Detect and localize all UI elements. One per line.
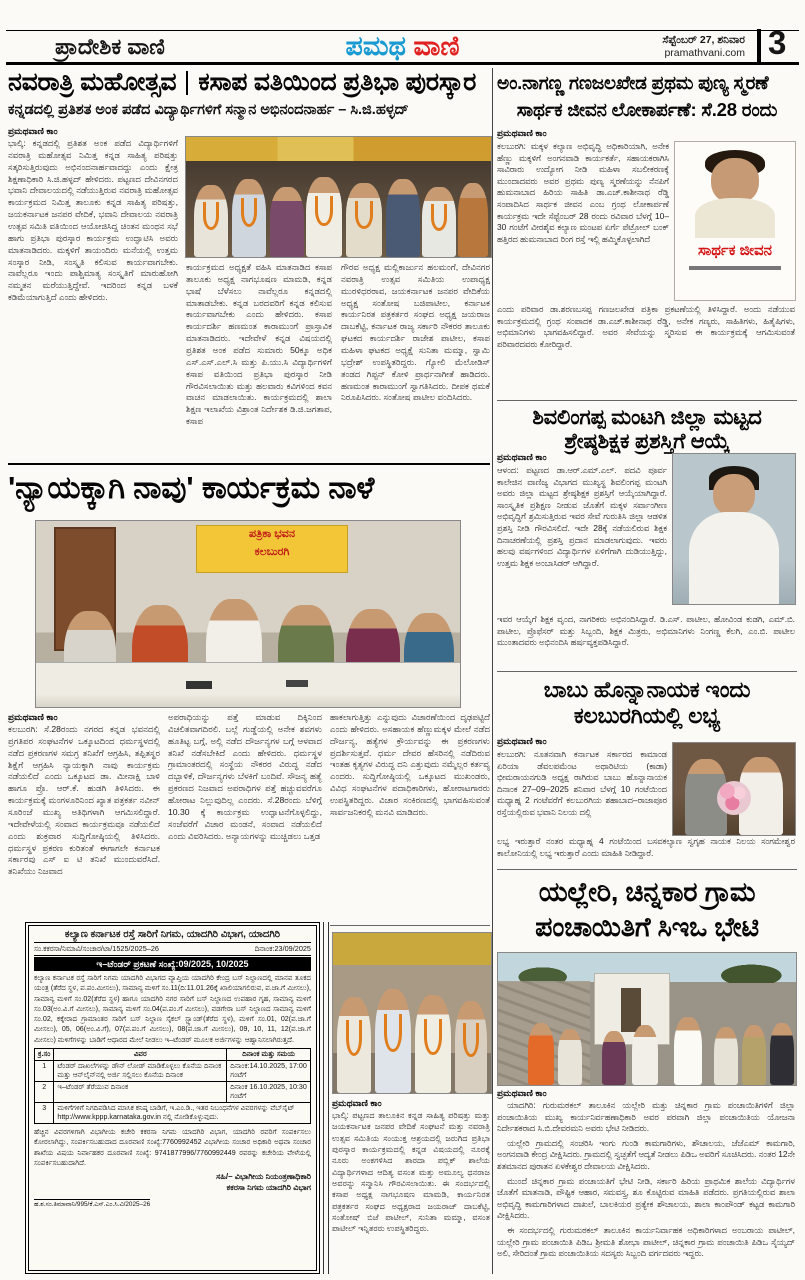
notice-intro-text: ಕಲ್ಯಾಣ ಕರ್ನಾಟಕ ರಸ್ತೆ ಸಾರಿಗೆ ನಿಗಮ ಯಾದಗಿರಿ ವಿಭಾಗದ ವ್ಯಾಪ್ತಿಯ ಯಾದಗಿರಿ ಕೇಂದ್ರ ಬಸ್ ನಿಲ್ದಾಣದಲ್ಲಿ ಮಾನವ ತೂಕದ ಯಂತ್ರ (ತೆರೆದ ಸ್ಥಳ, ಪ.ಪಂ.ಮೀಸಲು), ಸಾಮಾನ್ಯ ಮಳಿಗೆ ಸಂ.11(ದಿ:11.01.26ಕ್ಕೆ ಖಾಲಿಯಾಗಲಿರುವ, ಪ.ಜಾ.ಗೆ ಮೀಸಲು), ಸಾಮಾನ್ಯ ಮಳಿಗೆ ಸಂ.02(ತೆರೆದ ಸ್ಥಳ) ಹಾಗೂ ಯಾದಗಿರಿ ನಗರ ಸಾರಿಗೆ ಬಸ್ ನಿಲ್ದಾಣದ ಉಪಹಾರ ಗೃಹ, ಸಾಮಾನ್ಯ ಮಳಿಗೆ ಸಂ.03(ಅಂ.ವಿ.ಗೆ ಮೀಸಲು), ಸಾಮಾನ್ಯ ಮಳಿಗೆ ಸಂ.04(ಪ.ಪಂ.ಗೆ ಮೀಸಲು), ವಡಗೇರಾ ಬಸ್ ನಿಲ್ದಾಣದ ಸಾಮಾನ್ಯ ಮಳಿಗೆ ಸಂ.02, ಕಕ್ಕೇರಾದ ಗ್ರಾಮಾಂತರ ಸಾರಿಗೆ ಬಸ್ ನಿಲ್ದಾಣ ಸೈಕಲ್ ಸ್ಟ್ಯಾಂಡ್(ತೆರೆದ ಸ್ಥಳ), ಮಳಿಗೆ ಸಂ.01, 02(ಪ.ಜಾ.ಗೆ ಮೀಸಲು), 05, 06(ಅಂ.ವಿ.ಗೆ), 07(ಪ.ಪಂ.ಗೆ ಮೀಸಲು), 08(ಪ.ಜಾ.ಗೆ ಮೀಸಲು), 09, 10, 11, 12(ಪ.ಜಾ.ಗೆ ಮೀಸಲು) ಮಳಿಗೆಗಳನ್ನು ಬಾಡಿಗೆ ಆಧಾರದ ಮೇಲೆ ನೀಡಲು ಇ–ಟೆಂಡರ್ ಮೂಲಕ ಅರ್ಜಿಗಳನ್ನು ಆಹ್ವಾನಿಸಲಾಗಿರುತ್ತದೆ. <box>34 974 311 1044</box>
r4-photo <box>497 952 797 1086</box>
r3-headline <box>497 677 797 730</box>
banner-line2: ಕಲಬುರಗಿ <box>254 545 290 558</box>
article2-column3: ಹಾಕಲಾಗುತ್ತಿತ್ತು ಎನ್ನುವುದು ವಿಚಾರಣೆಯಿಂದ ದೃಢಪಟ್ಟಿದೆ ಎಂದು ಹೇಳಿದರು. ಅಸಹಾಯಕ ಹೆಣ್ಣುಮಕ್ಕಳ ಮೇಲೆ ನಡೆದ ದೌರ್ಜನ್ಯ, ಹತ್ಯೆಗಳ ಕ್ರೌರ್ಯವನ್ನು ಈ ಪ್ರಕರಣಗಳು ಪ್ರದರ್ಶಿಸುತ್ತವೆ. ಧರ್ಮ ದೇವರ ಹೆಸರಿನಲ್ಲಿ ನಡೆದಿರುವ ಇಂತಹ ಕೃತ್ಯಗಳ ವಿರುದ್ಧ ದನಿ ಎತ್ತುವುದು ನಮ್ಮೆಲ್ಲರ ಕರ್ತವ್ಯ ಎಂದರು. ಸುದ್ದಿಗೋಷ್ಠಿಯಲ್ಲಿ ಒಕ್ಕೂಟದ ಮುಖಂಡರು, ವಿವಿಧ ಸಂಘಟನೆಗಳ ಪದಾಧಿಕಾರಿಗಳು, ಹೋರಾಟಗಾರರು ಉಪಸ್ಥಿತರಿದ್ದರು. ವಿಚಾರ ಸಂಕಿರಣದಲ್ಲಿ ಭಾಗವಹಿಸುವಂತೆ ಸಾರ್ವಜನಿಕರಲ್ಲಿ ಮನವಿ ಮಾಡಿದರು. <box>330 712 490 817</box>
r3-photo <box>672 742 796 836</box>
mid-article-byline: ಪ್ರಮಥವಾಣಿ ಕಾಂ <box>332 1098 382 1108</box>
article2-column1: ಕಲಬುರಗಿ: ಸೆ.28ರಂದು ನಗರದ ಕನ್ನಡ ಭವನದಲ್ಲಿ ಪ್ರಗತಿಪರ ಸಂಘಟನೆಗಳ ಒಕ್ಕೂಟದಿಂದ ಧರ್ಮಸ್ಥಳದಲ್ಲಿ ನಡೆದ ಪ್ರಕರಣಗಳ ಸಮಗ್ರ ತನಿಖೆಗೆ ಆಗ್ರಹಿಸಿ, ತಪ್ಪಿತಸ್ಥರ ಶಿಕ್ಷೆಗೆ ಆಗ್ರಹಿಸಿ ನ್ಯಾಯಕ್ಕಾಗಿ ನಾವು ಕಾರ್ಯಕ್ರಮ ನಡೆಯಲಿದೆ ಎಂದು ಒಕ್ಕೂಟದ ಡಾ. ಮೀನಾಕ್ಷಿ ಬಾಳಿ ಹಾಗೂ ಪ್ರೊ. ಆರ್.ಕೆ. ಹುಡಗಿ ತಿಳಿಸಿದರು. ಈ ಕಾರ್ಯಕ್ರಮಕ್ಕೆ ಮಂಗಳೂರಿನಿಂದ ಖ್ಯಾತ ಪತ್ರಕರ್ತ ನವೀನ್ ಸೂರಿಂಜೆ ಮುಖ್ಯ ಅತಿಥಿಗಳಾಗಿ ಆಗಮಿಸಲಿದ್ದಾರೆ. ಇದೇವೇಳೆಯಲ್ಲಿ ಸಂವಾದ ಕಾರ್ಯಕ್ರಮವೂ ನಡೆಯಲಿದೆ ಎಂದು ಶುಕ್ರವಾರ ಸುದ್ದಿಗೋಷ್ಠಿಯಲ್ಲಿ ತಿಳಿಸಿದರು. ಧರ್ಮಸ್ಥಳ ಪ್ರಕರಣ ಕುರಿತಂತೆ ಈಗಾಗಲೇ ಕರ್ನಾಟಕ ಸರ್ಕಾರವು ಎಸ್ ಐ ಟಿ ತನಿಖೆ ಮುಂದುವರೆಸಿದೆ. ತನಿಖೆಯು ನಿಜವಾದ <box>8 724 160 877</box>
masthead-website: pramathvani.com <box>664 47 745 59</box>
notice-bottom-ref: ಹ.ಶ.ಸಂ.ತಿಮಾವಾನಿ/995/ಕೆ.ಎಸ್.ಎಂ.ಸಿ.ವಿ/2025–26 <box>34 1201 151 1209</box>
photo-table <box>36 662 460 707</box>
banner-line1: ಪತ್ರಿಕಾ ಭವನ <box>249 528 295 540</box>
notice-table-row <box>35 1060 311 1081</box>
r4-byline: ಪ್ರಮಥವಾಣಿ ಕಾಂ <box>497 1088 547 1098</box>
book-subtitle-line <box>689 266 781 270</box>
portrait-face <box>713 474 755 516</box>
page-number: 3 <box>768 24 787 61</box>
photo-figure <box>602 1031 626 1085</box>
notice-table-row <box>35 1081 311 1102</box>
notice-col-serial: ಕ್ರ.ಸಂ <box>35 1048 54 1060</box>
masthead-date: ಸೆಪ್ಟೆಂಬರ್ 27, ಶನಿವಾರ <box>662 34 745 46</box>
r2-headline-line2: ಶ್ರೇಷ್ಠಶಿಕ್ಷಕ ಪ್ರಶಸ್ತಿಗೆ ಆಯ್ಕೆ <box>564 430 730 454</box>
r4-paragraph-2: ಯಲ್ಲೇರಿ ಗ್ರಾಮದಲ್ಲಿ ಸಂಚರಿಸಿ ಇಂಗು ಗುಂಡಿ ಕಾಮಗಾರಿಗಳು, ಶೌಚಾಲಯ, ಜೆಜೆಎಮ್ ಕಾಮಗಾರಿ, ಅಂಗನವಾಡಿ ಕೇಂದ್ರ ವೀಕ್ಷಿಸಿದರು. ಗ್ರಾಮದಲ್ಲಿ ಸ್ವಚ್ಛತೆಗೆ ಆದ್ಯತೆ ನೀಡಲು ಪಿಡಿಒ ಅವರಿಗೆ ಸೂಚಿಸಿದರು. ನಂತರ 12ನೇ ಶತಮಾನದ ಪುರಾತನ ಏಳಕೇಶ್ವರ ದೇವಾಲಯ ವೀಕ್ಷಿಸಿದರು. <box>497 1137 795 1171</box>
masthead-left-title: ಪ್ರಾದೇಶಿಕ ವಾಣಿ <box>55 34 165 59</box>
photo-figure <box>770 1023 794 1085</box>
r4-headline-line2: ಪಂಚಾಯಿತಿಗೆ ಸಿಇಒ ಭೇಟಿ <box>535 912 759 943</box>
article1-subhead: ಕನ್ನಡದಲ್ಲಿ ಪ್ರತಿಶತ ಅಂಕ ಪಡೆದ ವಿದ್ಯಾರ್ಥಿಗಳಿಗೆ ಸನ್ಮಾನ ಅಭಿನಂದನಾರ್ಹ – ಸಿ.ಜಿ.ಹಳ್ಳದ್ <box>8 102 409 118</box>
notice-ref-row <box>34 942 311 956</box>
row2-serial: 2 <box>35 1081 54 1102</box>
notice-table-row <box>35 1102 311 1123</box>
article2-column2: ಅಪರಾಧಿಯನ್ನು ಪತ್ತೆ ಮಾಡುವ ದಿಕ್ಕಿನಿಂದ ವಿಚಲಿತವಾಗದಿರಲಿ. ಬಲ್ಲೆ ಗುಡ್ಡೆಯಲ್ಲಿ ಅನೇಕ ಶವಗಳು ಹೂತಿಟ್ಟ ಬಗ್ಗೆ, ಅಲ್ಲಿ ನಡೆದ ದೌರ್ಜನ್ಯಗಳ ಬಗ್ಗೆ ಆಳವಾದ ತನಿಖೆ ನಡೆಸಬೇಕಿದೆ ಎಂದು ಹೇಳಿದರು. ಧರ್ಮಸ್ಥಳ ಗ್ರಾಮಾಂತರದಲ್ಲಿ ಸಂಸ್ಥೆಯ ನೌಕರರ ವಿರುದ್ಧ ನಡೆದ ದಬ್ಬಾಳಿಕೆ, ದೌರ್ಜನ್ಯಗಳು ಬೆಳಕಿಗೆ ಬಂದಿವೆ. ಸೌಜನ್ಯ ಹತ್ಯೆ ಪ್ರಕರಣದ ನಿಜವಾದ ಅಪರಾಧಿಗಳ ಪತ್ತೆ ಹಚ್ಚುವವರೆಗೂ ಹೋರಾಟ ನಿಲ್ಲುವುದಿಲ್ಲ ಎಂದರು. ಸೆ.28ರಂದು ಬೆಳಿಗ್ಗೆ 10.30 ಕ್ಕೆ ಕಾರ್ಯಕ್ರಮ ಉದ್ಘಾಟನೆಗೊಳ್ಳಲಿದ್ದು, ಸಂಜೆವರೆಗೆ ವಿಚಾರ ಮಂಡನೆ, ಸಂವಾದ ನಡೆಯಲಿದೆ ಎಂದು ವಿವರಿಸಿದರು. ಅನ್ಯಾಯಗಳನ್ನು ಮುಚ್ಚಿಡಲು ಒತ್ತಡ <box>168 712 322 841</box>
row1-detail: ಟೆಂಡರ್ ದಾಖಲೆಗಳನ್ನು ಡೌನ್ ಲೋಡ್ ಮಾಡಿಕೊಳ್ಳಲು ಕೊನೆಯ ದಿನಾಂಕ ಮತ್ತು ಆನ್‌ಲೈನ್‌ನಲ್ಲಿ ಅರ್ಜಿ ಸಲ್ಲಿಸಲು ಕೊನೆಯ ದಿನಾಂಕ <box>54 1060 227 1081</box>
bottom-column-divider <box>323 922 329 1274</box>
article-divider-rule <box>8 463 490 465</box>
r2-headline <box>497 406 797 454</box>
article1-photo <box>185 136 492 258</box>
photo-figure <box>742 1025 766 1085</box>
headline-separator-bar <box>186 71 188 95</box>
masthead-bottom-rule <box>6 62 799 65</box>
notice-col-detail: ವಿವರ <box>54 1048 227 1060</box>
photo-figure <box>455 1001 487 1093</box>
notice-ref-number: ಸಂ.ಕಕರಸಾ/ನಿಮಾವಿ/ಸಂಚಾರ/ಟಾ/1525/2025–26 <box>34 944 159 953</box>
article2-byline: ಪ್ರಮಥವಾಣಿ ಕಾಂ <box>8 712 58 722</box>
r3-body-part2: ಲಭ್ಯ ಇರುತ್ತಾರೆ ನಂತರ ಮಧ್ಯಾಹ್ನ 4 ಗಂಟೆಯಿಂದ ಬಸವಕಲ್ಯಾಣ ಸ್ವಗೃಹ ನಾಯಕ ನಿಲಯ ಸಂಗಮೇಶ್ವರ ಕಾಲೋನಿಯಲ್ಲಿ ಲಭ್ಯ ಇರುತ್ತಾರೆ ಎಂದು ಮಾಹಿತಿ ನೀಡಿದ್ದಾರೆ. <box>497 836 795 858</box>
photo-bouquet <box>717 781 751 815</box>
notice-footer-text: ಹೆಚ್ಚಿನ ವಿವರಗಳಿಗಾಗಿ ವಿಭಾಗೀಯ ಕಚೇರಿ ಕಕರಸಾ ನಿಗಮ ಯಾದಗಿರಿ ವಿಭಾಗ, ಯಾದಗಿರಿ ರವರಿಗೆ ಸಂಪರ್ಕಿಸಲು ಕೋರಲಾಗಿದ್ದು, ಸಂಪರ್ಕಿಸಬಹುದಾದ ದೂರವಾಣಿ ಸಂಖ್ಯೆ:7760992452 ವಿಭಾಗೀಯ ಸಂಚಾರ ಅಧಿಕಾರಿ ಅಥವಾ ಸಂಚಾರ ಶಾಖೆಯ ವಿಷಯ ನಿರ್ವಾಹಕರ ದೂರವಾಣಿ ಸಂಖ್ಯೆ: 9741877996/7760992449 ರವರನ್ನು ಕಚೇರಿಯ ವೇಳೆಯಲ್ಲಿ ಸಂಪರ್ಕಿಸಬಹುದಾಗಿದೆ. <box>34 1127 311 1167</box>
notice-table-header-row <box>35 1048 311 1060</box>
row2-date: ದಿನಾಂಕ 16.10.2025, 10:30 ಗಂಟೆಗೆ <box>227 1081 311 1102</box>
photo-table-object <box>286 680 308 687</box>
r3-headline-line1: ಬಾಬು ಹೊನ್ನಾನಾಯಕ ಇಂದು <box>543 677 751 702</box>
r2-headline-line1: ಶಿವಲಿಂಗಪ್ಪ ಮಂಟಗಿ ಜಿಲ್ಲಾ ಮಟ್ಟದ <box>532 406 762 429</box>
photo-figure <box>346 183 382 257</box>
row1-date: ದಿನಾಂಕ:14.10.2025, 17:00 ಗಂಟೆಗೆ <box>227 1060 311 1081</box>
r4-headline <box>497 875 797 945</box>
photo-figure <box>337 997 371 1093</box>
row3-detail: ಮಳಿಗೆಗಳಿಗೆ ನಿಗದಿಪಡಿಸಿದ ಮಾಸಿಕ ಕನಿಷ್ಠ ಬಾಡಿಗೆ, ಇ.ಎಂ.ಡಿ., ಇತರ ನಿಬಂಧನೆಗಳ ವಿವರಗಳನ್ನು ವೆಬ್‌ಸೈಟ್ http://www.kppp.karnataka.gov.in ನಲ್ಲಿ ನೋಡಿಕೊಳ್ಳುವುದು. <box>54 1102 311 1123</box>
notice-table <box>34 1048 311 1124</box>
row1-serial: 1 <box>35 1060 54 1081</box>
r1-body-part1: ಕಲಬುರಗಿ: ಮಕ್ಕಳ ಕಲ್ಯಾಣ ಅಭಿವೃದ್ಧಿ ಅಧಿಕಾರಿಯಾಗಿ, ಅನೇಕ ಹೆಣ್ಣು ಮಕ್ಕಳಿಗೆ ಅಂಗನವಾಡಿ ಕಾರ್ಯಕರ್ತೆ, ಸಹಾಯಕರಾಗಿಸಿ ಸಾವಿರಾರು ಉದ್ಯೋಗ ನೀಡಿ ಮಹಿಳಾ ಸಬಲೀಕರಣಕ್ಕೆ ಮುಂದಾದವರು ಅವರ ಪ್ರಥಮ ಪುಣ್ಯ ಸ್ಮರಣೆಯನ್ನು ನೆನಪಿಗೆ ಹುಮನಾಬಾದ ಹಿರಿಯ ಸಾಹಿತಿ ಡಾ.ಎಚ್.ಕಾಶೀನಾಥ ರೆಡ್ಡಿ ಸಂಪಾದಿಸಿದ ಸಾರ್ಥಕ ಜೀವನ ಎಂಬ ಗ್ರಂಥ ಲೋಕಾರ್ಪಣೆ ಕಾರ್ಯಕ್ರಮ ಇದೇ ಸೆಪ್ಟೆಂಬರ್ 28 ರಂದು ರವಿವಾರ ಬೆಳಗ್ಗೆ 10–30 ಗಂಟೆಗೆ ವೀರಶೈವ ಕಲ್ಯಾಣ ಮಂಟಪ ಏರ್ಗೆ ಪೆಟ್ರೋಲ್ ಬಂಕ್ ಹತ್ತಿರದ ಹುಮನಾಬಾದ ರಿಂಗ ರಸ್ತೆ ಇಲ್ಲಿ ಹಮ್ಮಿಕೊಳ್ಳಲಾಗಿದೆ <box>497 141 669 244</box>
r4-body <box>497 1100 795 1276</box>
article1-column3: ಗೌರವ ಅಧ್ಯಕ್ಷ ಮಲ್ಲಿಕಾರ್ಜುನ ಹಲಮಂಗೆ, ದೇವಿನಗರ ನವರಾತ್ರಿ ಉತ್ಸವ ಸಮಿತಿಯ ಉಪಾಧ್ಯಕ್ಷ ಮುರಳಿಧರರಾವ, ಜಯಕರ್ನಾಟಕ ಜನಪರ ವೇದಿಕೆಯ ಅಧ್ಯಕ್ಷ ಸಂತೋಷ ಬಜಿಪಾಟೀಲ, ಕರ್ನಾಟಕ ಕಾರ್ಯನಿರತ ಪತ್ರಕರ್ತರ ಸಂಘದ ಅಧ್ಯಕ್ಷ ಜಯರಾಜ ದಾಬಕೆಟ್ಟಿ, ಕರ್ನಾಟಕ ರಾಜ್ಯ ಸರ್ಕಾರಿ ನೌಕರರ ತಾಲೂಕು ಘಟಕದ ಕಾರ್ಯದರ್ಶಿ ರಾಜೇಶ ಪಾಟೀಲ, ಕಸಾಪ ಮಹಿಳಾ ಘಟಕದ ಅಧ್ಯಕ್ಷೆ ಸುನಿತಾ ಮಮ್ಮಾ, ಸ್ವಾಮಿ ಭದ್ರೇಶ್ ಉಪಸ್ಥಿತರಿದ್ದರು. ಗ್ಯೋಲಿ ಮೆಲೋಡಿಸ್ ತಂಡದ ಗಿಪ್ಟನ್ ಕೋಳಿ ಪ್ರಾರ್ಥನಾಗೀತೆ ಹಾಡಿದರು. ಹಣಮಂತ ಕಾರಾಮುಂಗೆ ಸ್ವಾಗತಿಸಿದರು. ದೀಪಕ ಥಮಕೆ ನಿರೂಪಿಸಿದರು. ಸಂತೋಷ ಪಾಟೀಲ ವಂದಿಸಿದರು. <box>341 262 490 403</box>
photo-figure <box>375 989 411 1093</box>
row3-serial: 3 <box>35 1102 54 1123</box>
photo-figure <box>632 1025 658 1085</box>
photo-banner-strip <box>186 137 491 161</box>
notice-signature-line1: ಸಹಿ/– ವಿಭಾಗೀಯ ನಿಯಂತ್ರಣಾಧಿಕಾರಿ <box>216 1172 311 1182</box>
article1-column1: ಭಾಲ್ಕಿ: ಕನ್ನಡದಲ್ಲಿ ಪ್ರತಿಶತ ಅಂಕ ಪಡೆದ ವಿದ್ಯಾರ್ಥಿಗಳಿಗೆ ನವರಾತ್ರಿ ಮಹೋತ್ಸವ ನಿಮಿತ್ತ ಕನ್ನಡ ಸಾಹಿತ್ಯ ಪರಿಷತ್ತು ಸತ್ಕರಿಸುತ್ತಿರುವುದು ಅಭಿನಂದನಾರ್ಹವಾದದ್ದು ಎಂದು ಕ್ಷೇತ್ರ ಶಿಕ್ಷಣಾಧಿಕಾರಿ ಸಿ.ಜಿ.ಹಳ್ಳದ್ ಹೇಳಿದರು. ಪಟ್ಟಣದ ದೇವಿನಗರದ ಭವಾನಿ ದೇವಾಲಯದಲ್ಲಿ ನಡೆಯುತ್ತಿರುವ ನವರಾತ್ರಿ ಮಹೋತ್ಸವ ಕಾರ್ಯಕ್ರಮದ ನಿಮಿತ್ತ ತಾಲೂಕು ಕನ್ನಡ ಸಾಹಿತ್ಯ ಪರಿಷತ್ತು, ಜಯಕರ್ನಾಟಕ ಜನಪರ ವೇದಿಕೆ, ಭವಾನಿ ದೇವಾಲಯ ನವರಾತ್ರಿ ಉತ್ಸವ ಸಮಿತಿ ವತಿಯಿಂದ ಆಯೋಜಿಸಿದ್ದ ಚಿಂತನ ಮಂಥನ ಸಭೆ ಹಾಗು ಪ್ರತಿಭಾ ಪುರಸ್ಕಾರ ಕಾರ್ಯಕ್ರಮ ಉದ್ಘಾಟಿಸಿ ಅವರು ಮಾತನಾಡಿದರು. ಮಕ್ಕಳಿಗೆ ತಾಯಂದಿರು ಮನೆಯಲ್ಲಿ ಉತ್ತಮ ಸಂಸ್ಕಾರ ನೀಡಿ, ಸಂಸ್ಕೃತಿ ಕಲಿಸುವ ಕಾರ್ಯವಾಗಬೇಕು. ನಾವೆಲ್ಲರೂ ಇಂದು ಪಾಶ್ಚಿಮಾತ್ಯ ಸಂಸ್ಕೃತಿಗೆ ಮಾರುಹೋಗಿ ನಮ್ಮತನ ಮರೆಯುತ್ತಿದ್ದೇವೆ. ಇದರಿಂದ ಕನ್ನಡ ಬಳಕೆ ಕಡಿಮೆಯಾಗುತ್ತಿದೆ ಎಂದು ಹೇಳಿದರು. <box>8 138 178 303</box>
article2-headline: 'ನ್ಯಾಯಕ್ಕಾಗಿ ನಾವು' ಕಾರ್ಯಕ್ರಮ ನಾಳೆ <box>8 470 375 505</box>
r3-byline: ಪ್ರಮಥವಾಣಿ ಕಾಂ <box>497 736 547 746</box>
r1-byline: ಪ್ರಮಥವಾಣಿ ಕಾಂ <box>497 128 547 138</box>
row2-detail: ಇ–ಟೆಂಡರ್ ತೆರೆಯುವ ದಿನಾಂಕ <box>54 1081 227 1102</box>
article1-column2: ಕಾರ್ಯಕ್ರಮದ ಅಧ್ಯಕ್ಷತೆ ವಹಿಸಿ ಮಾತನಾಡಿದ ಕಸಾಪ ತಾಲೂಕು ಅಧ್ಯಕ್ಷ ನಾಗಭೂಷಣ ಮಾಮಡಿ, ಕನ್ನಡ ಭಾಷೆ ಬೆಳೆಸಲು ನಾವೆಲ್ಲರೂ ಕನ್ನಡದಲ್ಲಿ ಮಾತಾಡಬೇಕು. ಕನ್ನಡ ಬರದವರಿಗೆ ಕನ್ನಡ ಕಲಿಸುವ ಕಾರ್ಯವಾಗಬೇಕು ಎಂದು ಹೇಳಿದರು. ಕಸಾಪ ಕಾರ್ಯದರ್ಶಿ ಹಣಮಂತ ಕಾರಾಮುಂಗೆ ಪ್ರಾಸ್ತಾವಿಕ ಮಾತನಾಡಿದರು. ಇದೇವೇಳೆ ಕನ್ನಡ ವಿಷಯದಲ್ಲಿ ಪ್ರತಿಶತ ಅಂಕ ಪಡೆದ ಸುಮಾರು 50ಕ್ಕೂ ಅಧಿಕ ಎಸ್.ಎಸ್.ಎಲ್.ಸಿ ಮತ್ತು ಪಿ.ಯು.ಸಿ ವಿದ್ಯಾರ್ಥಿಗಳಿಗೆ ಕಸಾಪ ವತಿಯಿಂದ ಪ್ರತಿಭಾ ಪುರಸ್ಕಾರ ನೀಡಿ ಗೌರವಿಸಲಾಯಿತು ಮತ್ತು ಹಲವಾರು ಕವಿಗಳಿಂದ ಕವನ ವಾಚನ ಮಾಡಲಾಯಿತು. ಕಾರ್ಯಕ್ರಮದಲ್ಲಿ ಶಾಲಾ ಶಿಕ್ಷಣ ಇಲಾಖೆಯ ವಿಶ್ರಾಂತ ನಿರ್ದೇಶಕ ಡಿ.ಜಿ.ಜಗತಾಪ, ಕಸಾಪ <box>186 262 332 427</box>
book-portrait-shirt <box>695 198 775 238</box>
photo-building-door <box>621 988 641 1032</box>
photo-figure <box>422 187 456 257</box>
notice-tender-bar: ಇ–ಟೆಂಡರ್ ಪ್ರಕಟಣೆ ಸಂಖ್ಯೆ:09/2025, 10/2025 <box>34 957 311 971</box>
mid-article-body: ಭಾಲ್ಕಿ: ಪಟ್ಟಣದ ತಾಲೂಕಿನ ಕನ್ನಡ ಸಾಹಿತ್ಯ ಪರಿಷತ್ತು ಮತ್ತು ಜಯಕರ್ನಾಟಕ ಜನಪರ ವೇದಿಕೆ ಸಂಘಟನೆ ಮತ್ತು ನವರಾತ್ರಿ ಉತ್ಸವ ಸಮಿತಿಯ ಸಂಯುಕ್ತ ಆಶ್ರಯದಲ್ಲಿ ಜರುಗಿದ ಪ್ರತಿಭಾ ಪುರಸ್ಕಾರ ಕಾರ್ಯಕ್ರಮದಲ್ಲಿ ಕನ್ನಡ ವಿಷಯದಲ್ಲಿ ನೂರಕ್ಕೆ ನೂರು ಅಂಕಗಳಿಸಿದ ಶಾರದಾ ಪಬ್ಲಿಕ್ ಶಾಲೆಯ ವಿದ್ಯಾರ್ಥಿಗಳಾದ ಆದಿತ್ಯ ವಸಂತ ಮತ್ತು ಅಮೂಲ್ಯ ಧನರಾಜ ಅವರನ್ನು ಸನ್ಮಾನಿಸಿ ಗೌರವಿಸಲಾಯಿತು. ಈ ಸಂದರ್ಭದಲ್ಲಿ ಕಸಾಪ ಅಧ್ಯಕ್ಷ ನಾಗಭೂಷಣ ಮಾಮಡಿ, ಕಾರ್ಯನಿರತ ಪತ್ರಕರ್ತರ ಸಂಘದ ಅಧ್ಯಕ್ಷರಾದ ಜಯರಾಜ್ ದಾಬಕೆಟ್ಟಿ, ಸಂತೋಷ್ ಬಿಜೆ ಪಾಟೀಲ್, ಸುನಿತಾ ಮಮ್ಮಾ, ವಸಂತ ಪಾಟೀಲ್ ಇನ್ನಿತರರು ಉಪಸ್ಥಿತರಿದ್ದರು. <box>332 1111 490 1234</box>
page-number-bar <box>757 29 761 63</box>
r3-body-part1: ಕಲಬುರಗಿ: ನೂತನವಾಗಿ ಕರ್ನಾಟಕ ಸರ್ಕಾರದ ಕಾಮಾಂಡ ಏರಿಯಾ ಡೆವಲಪಮೆಂಟ ಅಥಾರಿಟಿಯ (ಕಾಡಾ) ಭೀಮರಾಯನಗುಡಿ ಅಧ್ಯಕ್ಷ ರಾಗಿರುವ ಬಾಬು ಹೊನ್ನಾನಾಯಕ ದಿನಾಂಕ 27–09–2025 ಶನಿವಾರ ಬೆಳಗ್ಗೆ 10 ಗಂಟೆಯಿಂದ ಮಧ್ಯಾಹ್ನ 2 ಗಂಟೆವರೆಗೆ ಕಲಬುರಗಿಯ ಶಹಾಬಾದ–ರಾಜಾಪೂರ ರಸ್ತೆಯಲ್ಲಿರುವ ಭವಾನಿ ನಿಲಯ ದಲ್ಲಿ <box>497 749 667 817</box>
r2-byline: ಪ್ರಮಥವಾಣಿ ಕಾಂ <box>497 452 547 462</box>
photo-figure <box>270 187 304 257</box>
main-column-divider <box>492 68 493 1274</box>
photo-figure <box>528 1023 554 1085</box>
masthead-title-red-part: ವಾಣಿ <box>413 31 460 61</box>
notice-signature <box>34 1171 311 1193</box>
book-title: ಸಾರ್ಥಕ ಜೀವನ <box>697 242 772 259</box>
mid-article-photo <box>332 932 492 1094</box>
right-divider-3 <box>497 869 797 870</box>
mid-article-top-rule <box>330 925 490 926</box>
article1-headline <box>8 68 490 97</box>
r4-paragraph-4: ಈ ಸಂದರ್ಭದಲ್ಲಿ ಗುರುಮಠಕಲ್ ತಾಲೂಕಿನ ಕಾರ್ಯನಿರ್ವಾಹಕ ಅಧಿಕಾರಿಗಳಾದ ಅಂಬರಾಯ ಪಾಟೀಲ್, ಯಲ್ಲೇರಿ ಗ್ರಾಮ ಪಂಚಾಯಿತಿ ಪಿಡಿಒ ಶ್ರೀಮತಿ ಶೋಭಾ ಪಾಟೀಲ್, ಚಿನ್ನಕಾರ ಗ್ರಾಮ ಪಂಚಾಯಿತಿ ಪಿಡಿಒ ಸೈಯ್ಯದ್ ಅಲಿ, ಸೇರಿದಂತೆ ಗ್ರಾಮ ಪಂಚಾಯಿತಿಯ ಸದಸ್ಯರು ಸಿಬ್ಬಂದಿ ವರ್ಗದವರು ಇದ್ದರು. <box>497 1224 795 1259</box>
r1-body-part2: ಎಂದು ಪರಿವಾರ ಡಾ.ಶರಣಬಸಪ್ಪ ಗಣಜಲಖೇಡ ಪತ್ರಿಕಾ ಪ್ರಕಟಣೆಯಲ್ಲಿ ತಿಳಿಸಿದ್ದಾರೆ. ಅಂದು ನಡೆಯುವ ಕಾರ್ಯಕ್ರಮದಲ್ಲಿ ಗ್ರಂಥ ಸಂಪಾದಕ ಡಾ.ಎಚ್.ಕಾಶೀನಾಥ ರೆಡ್ಡಿ, ಅನೇಕ ಗಣ್ಯರು, ಸಾಹಿತಿಗಳು, ಹಿತೈಷಿಗಳು, ಅಭಿಮಾನಿಗಳು ಭಾಗವಹಿಸಲಿದ್ದಾರೆ. ಅವರ ಸೇವೆಯನ್ನು ಸ್ಮರಿಸುವ ಈ ಕಾರ್ಯಕ್ರಮಕ್ಕೆ ಆಗಮಿಸುವಂತೆ ಪರಿವಾರದವರು ಕೋರಿದ್ದಾರೆ. <box>497 304 795 349</box>
photo-banner-sign <box>196 525 348 573</box>
r4-paragraph-1: ಯಾದಗಿರಿ: ಗುರುಮಠಕಲ್ ತಾಲೂಕಿನ ಯಲ್ಲೇರಿ ಮತ್ತು ಚಿನ್ನಕಾರ ಗ್ರಾಮ ಪಂಚಾಯಿತಿಗಳಿಗೆ ಜಿಲ್ಲಾ ಪಂಚಾಯಿತಿಯ ಮುಖ್ಯ ಕಾರ್ಯನಿರ್ವಹಣಾಧಿಕಾರಿ ಅವರ ಪರವಾಗಿ ಜಿಲ್ಲಾ ಪಂಚಾಯಿತಿಯ ಯೋಜನಾ ನಿರ್ದೇಶಕರಾದ ಸಿ.ಬಿ.ದೇವರಮನಿ ಅವರು ಭೇಟಿ ನೀಡಿದರು. <box>497 1100 795 1134</box>
r4-headline-line1: ಯಲ್ಲೇರಿ, ಚಿನ್ನಕಾರ ಗ್ರಾಮ <box>538 877 756 907</box>
r1-headline-line2: ಸಾರ್ಥಕ ಜೀವನ ಲೋಕಾರ್ಪಣೆ: ಸೆ.28 ರಂದು <box>516 98 778 120</box>
photo-figure <box>458 183 488 257</box>
photo-figure <box>386 179 420 257</box>
notice-ref-date: ದಿನಾಂಕ:23/09/2025 <box>254 944 311 953</box>
photo-figure <box>232 179 266 257</box>
tender-notice-box <box>25 922 320 1274</box>
r1-headline-line1: ಅಂ.ನಾಗಣ್ಣ ಗಣಜಲಖೇಡ ಪ್ರಥಮ ಪುಣ್ಯ ಸ್ಮರಣೆ <box>497 72 769 93</box>
r3-headline-line2: ಕಲಬುರಗಿಯಲ್ಲಿ ಲಭ್ಯ <box>573 703 721 729</box>
book-cover <box>674 141 796 301</box>
photo-figure <box>306 177 342 257</box>
article2-photo <box>35 520 461 708</box>
right-divider-2 <box>497 671 797 672</box>
photo-figure <box>674 1017 702 1085</box>
masthead-title-blue-part: ಪಮಥ <box>345 31 406 61</box>
article1-kicker1: ನವರಾತ್ರಿ ಮಹೋತ್ಸವ <box>8 68 177 96</box>
notice-col-datetime: ದಿನಾಂಕ ಮತ್ತು ಸಮಯ <box>227 1048 311 1060</box>
r2-body-part2: ಇವರ ಆಯ್ಕೆಗೆ ಶಿಕ್ಷಕ ವೃಂದ, ನಾಗರಿಕರು ಅಭಿನಂದಿಸಿದ್ದಾರೆ. ಡಿ.ಎಸ್. ಪಾಟೀಲ, ಹೋವಿಂಡ ಕುಡಗಿ, ಎಮ್.ಬಿ. ಪಾಟೀಲ, ಪ್ರೊಫೆಸರ್ ಮತ್ತು ಸಿಬ್ಬಂದಿ, ಶಿಕ್ಷಕ ಮಿತ್ರರು, ಅಭಿಮಾನಿಗಳು ನಿಂಗಣ್ಣ ಕೆಲಗಿ, ಎಂ.ಬಿ. ಪಾಟೀಲ ಮುಂತಾದವರು ಅಭಿನಂದಿಸಿ ಹರ್ಷವ್ಯಕ್ತಪಡಿಸಿದ್ದಾರೆ. <box>497 614 795 648</box>
article1-byline: ಪ್ರಮಥವಾಣಿ ಕಾಂ <box>8 126 58 136</box>
r1-headline <box>497 70 797 124</box>
article1-kicker2: ಕಸಾಪ ವತಿಯಿಂದ ಪ್ರತಿಭಾ ಪುರಸ್ಕಾರ <box>198 68 477 96</box>
notice-title: ಕಲ್ಯಾಣ ಕರ್ನಾಟಕ ರಸ್ತೆ ಸಾರಿಗೆ ನಿಗಮ, ಯಾದಗಿರಿ ವಿಭಾಗ, ಯಾದಗಿರಿ <box>64 929 281 940</box>
r2-portrait-photo <box>672 453 796 605</box>
r4-paragraph-3: ಮುಂದೆ ಚಿನ್ನಕಾರ ಗ್ರಾಮ ಪಂಚಾಯತಿಗೆ ಭೇಟಿ ನೀಡಿ, ಸರ್ಕಾರಿ ಹಿರಿಯ ಪ್ರಾಥಮಿಕ ಶಾಲೆಯ ವಿದ್ಯಾರ್ಥಿಗಳ ಜೊತೆಗೆ ಮಾತನಾಡಿ, ಪೌಷ್ಟಿಕ ಆಹಾರ, ಸಮವಸ್ತ್ರ, ಶೂ ಕೊಟ್ಟಿರುವ ಮಾಹಿತಿ ಪಡೆದರು. ಪ್ರಗತಿಯಲ್ಲಿರುವ ಶಾಲಾ ಅಭಿವೃದ್ಧಿ ಕಾಮಗಾರಿಗಳಾದ ದಾಖಲೆ, ಬಾಲಕಿಯರ ಪ್ರತ್ಯೇಕ ಶೌಚಾಲಯ, ಶಾಲಾ ಕಾಂಪೌಂಡ್ ಕಟ್ಟಡ ಕಾಮಗಾರಿ ವೀಕ್ಷಿಸಿದರು. <box>497 1175 795 1221</box>
photo-figure <box>714 1027 738 1085</box>
portrait-shirt <box>689 512 779 604</box>
right-divider-1 <box>497 400 797 401</box>
photo-figure <box>194 185 228 257</box>
photo-figure <box>415 995 451 1093</box>
r2-body-part1: ಆಳಂದ: ಪಟ್ಟಣದ ಡಾ.ಆರ್.ಎಮ್.ಎಲ್. ಪದವಿ ಪೂರ್ವ ಕಾಲೇಜಿನ ವಾಣಿಜ್ಯ ವಿಭಾಗದ ಮುಖ್ಯಸ್ಥ ಶಿವಲಿಂಗಪ್ಪ ಮಂಟಗಿ ಅವರು ಜಿಲ್ಲಾ ಮಟ್ಟದ ಶ್ರೇಷ್ಠಶಿಕ್ಷಕ ಪ್ರಶಸ್ತಿಗೆ ಆಯ್ಕೆಯಾಗಿದ್ದಾರೆ. ಸಾಂಸ್ಕೃತಿಕ ಪ್ರಶಿಕ್ಷಣ ನೀಡುವ ಜೊತೆಗೆ ಮಕ್ಕಳ ಸರ್ವಾಂಗೀಣ ಅಭಿವೃದ್ಧಿಗೆ ಶ್ರಮಿಸುತ್ತಿರುವ ಇವರ ಸೇವೆ ಗುರುತಿಸಿ ಜಿಲ್ಲಾ ಆಡಳಿತ ಪ್ರಶಸ್ತಿ ನೀಡಿ ಗೌರವಿಸಲಿದೆ. ಇದೇ 28ಕ್ಕೆ ನಡೆಯಲಿರುವ ಶಿಕ್ಷಕ ದಿನಾಚರಣೆಯಲ್ಲಿ ಪ್ರಶಸ್ತಿ ಪ್ರದಾನ ಮಾಡಲಾಗುವುದು. ಇವರು ಹಲವು ವರ್ಷಗಳಿಂದ ವಿದ್ಯಾರ್ಥಿಗಳ ಏಳಿಗೆಗಾಗಿ ದುಡಿಯುತ್ತಿದ್ದು, ಉತ್ತಮ ಶಿಕ್ಷಕ ಅಂಬಾಸಿಡರ್ ಆಗಿದ್ದಾರೆ. <box>497 465 667 568</box>
photo-table-object <box>186 681 212 689</box>
tender-notice-content <box>29 926 316 1214</box>
photo-figure <box>558 1029 582 1085</box>
notice-signature-line2: ಕಕರಸಾ ನಿಗಮ ಯಾದಗಿರಿ ವಿಭಾಗ <box>226 1183 311 1193</box>
